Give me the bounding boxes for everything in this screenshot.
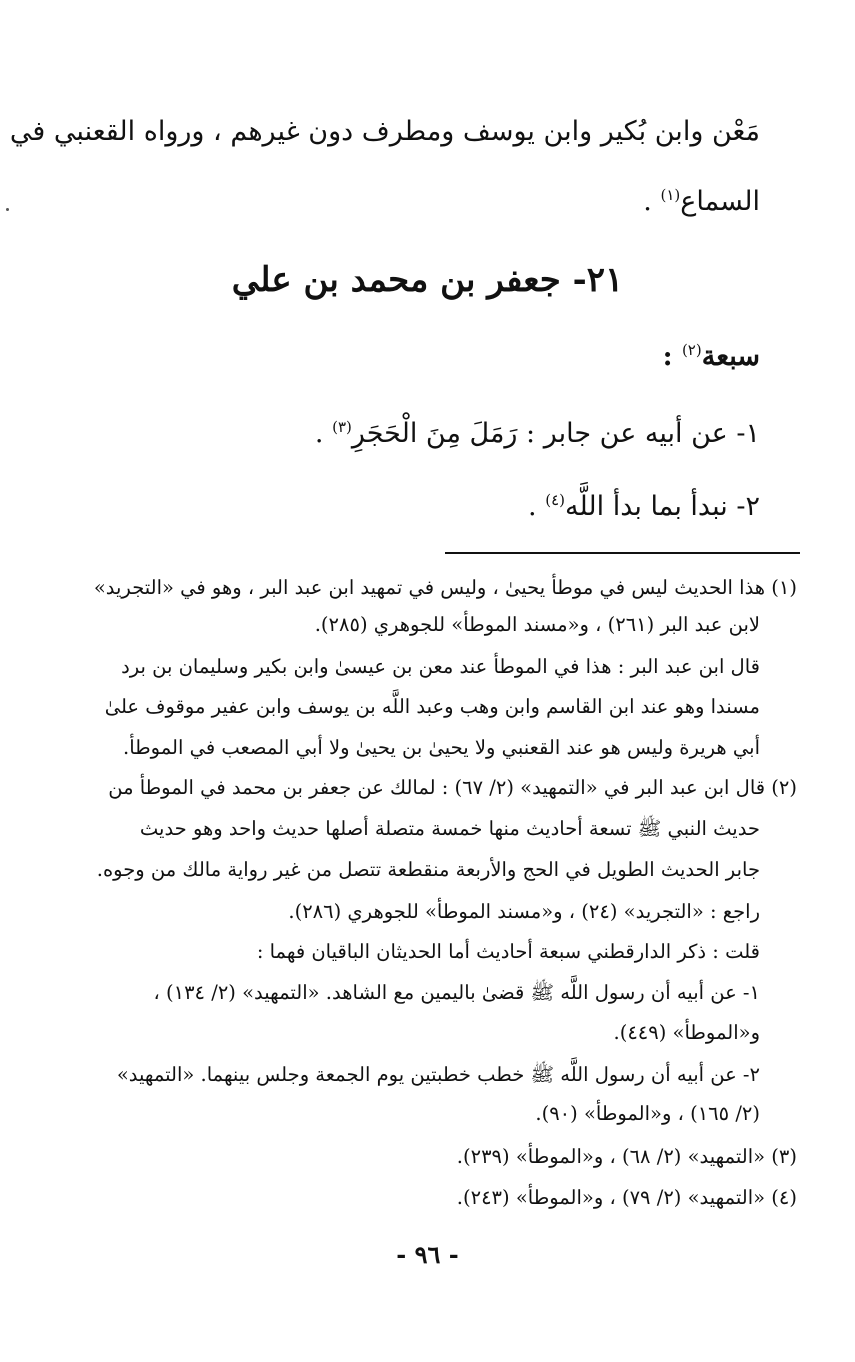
count-label-colon: : [662, 341, 673, 372]
footnote-line: ١- عن أبيه أن رسول اللَّه ﷺ قضىٰ باليمين مع الشاهد. «التمهيد» (٢/ ١٣٤) ، [153, 981, 760, 1004]
footnote-line: ٢- عن أبيه أن رسول اللَّه ﷺ خطب خطبتين يوم الجمعة وجلس بينهما. «التمهيد» [116, 1063, 760, 1086]
footnote-line: (٢/ ١٦٥) ، و«الموطأ» (٩٠). [535, 1102, 760, 1125]
count-label-text: سبعة [701, 341, 760, 372]
footnote-line: راجع : «التجريد» (٢٤) ، و«مسند الموطأ» للجوهري (٢٨٦). [288, 900, 760, 923]
hadith-item-1 [60, 407, 760, 454]
footnote-line: لابن عبد البر (٢٦١) ، و«مسند الموطأ» للجوهري (٢٨٥). [314, 613, 760, 636]
footnote-ref-2: (٢) [681, 341, 702, 359]
footnote-line: مسندا وهو عند ابن القاسم وابن وهب وعبد اللَّه بن يوسف وابن عفير موقوف علىٰ [104, 695, 760, 718]
footnote-line: قال ابن عبد البر : هذا في الموطأ عند معن بن عيسىٰ وابن بكير وسليمان بن برد [121, 655, 760, 678]
footnote-separator [445, 552, 800, 554]
footnote-ref-3: (٣) [332, 418, 352, 436]
hadith-item-2-text: ٢- نبدأ بما بدأ اللَّه [565, 491, 760, 522]
footnote-line: (٢) قال ابن عبد البر في «التمهيد» (٢/ ٦٧) : لمالك عن جعفر بن محمد في الموطأ من [108, 776, 797, 799]
hadith-item-1-text: ١- عن أبيه عن جابر : رَمَلَ مِنَ الْحَجَرِ [351, 418, 760, 449]
body-text-line-2-text: السماع [680, 186, 760, 217]
hadith-item-1-end: . [314, 418, 324, 449]
footnote-line: (٤) «التمهيد» (٢/ ٧٩) ، و«الموطأ» (٢٤٣). [456, 1186, 797, 1209]
page-number: - ٩٦ - [396, 1240, 459, 1269]
footnote-line: قلت : ذكر الدارقطني سبعة أحاديث أما الحديثان الباقيان فهما : [256, 940, 760, 963]
footnote-line: حديث النبي ﷺ تسعة أحاديث منها خمسة متصلة أصلها حديث واحد وهو حديث [139, 817, 760, 840]
footnote-line: (١) هذا الحديث ليس في موطأ يحيىٰ ، وليس في تمهيد ابن عبد البر ، وهو في «التجريد» [93, 576, 797, 599]
scan-speck [6, 208, 9, 211]
footnote-ref-4: (٤) [545, 491, 565, 509]
footnote-ref-1: (١) [660, 186, 681, 204]
body-text-line-2 [60, 175, 760, 222]
body-text-line-2-end: . [643, 186, 652, 217]
hadith-item-2-end: . [528, 491, 537, 522]
footnote-line: أبي هريرة وليس هو عند القعنبي ولا يحيىٰ بن يحيىٰ ولا أبي المصعب في الموطأ. [123, 736, 760, 759]
body-text-line-1: مَعْن وابن بُكير وابن يوسف ومطرف دون غيرهم ، ورواه القعنبي في [9, 116, 760, 147]
footnote-line: جابر الحديث الطويل في الحج والأربعة منقطعة تتصل من غير رواية مالك من وجوه. [96, 858, 760, 881]
footnote-line: و«الموطأ» (٤٤٩). [613, 1021, 760, 1044]
count-label [663, 330, 760, 377]
section-heading: ٢١- جعفر بن محمد بن علي [231, 260, 624, 300]
footnote-line: (٣) «التمهيد» (٢/ ٦٨) ، و«الموطأ» (٢٣٩). [456, 1145, 797, 1168]
hadith-item-2 [60, 480, 760, 527]
